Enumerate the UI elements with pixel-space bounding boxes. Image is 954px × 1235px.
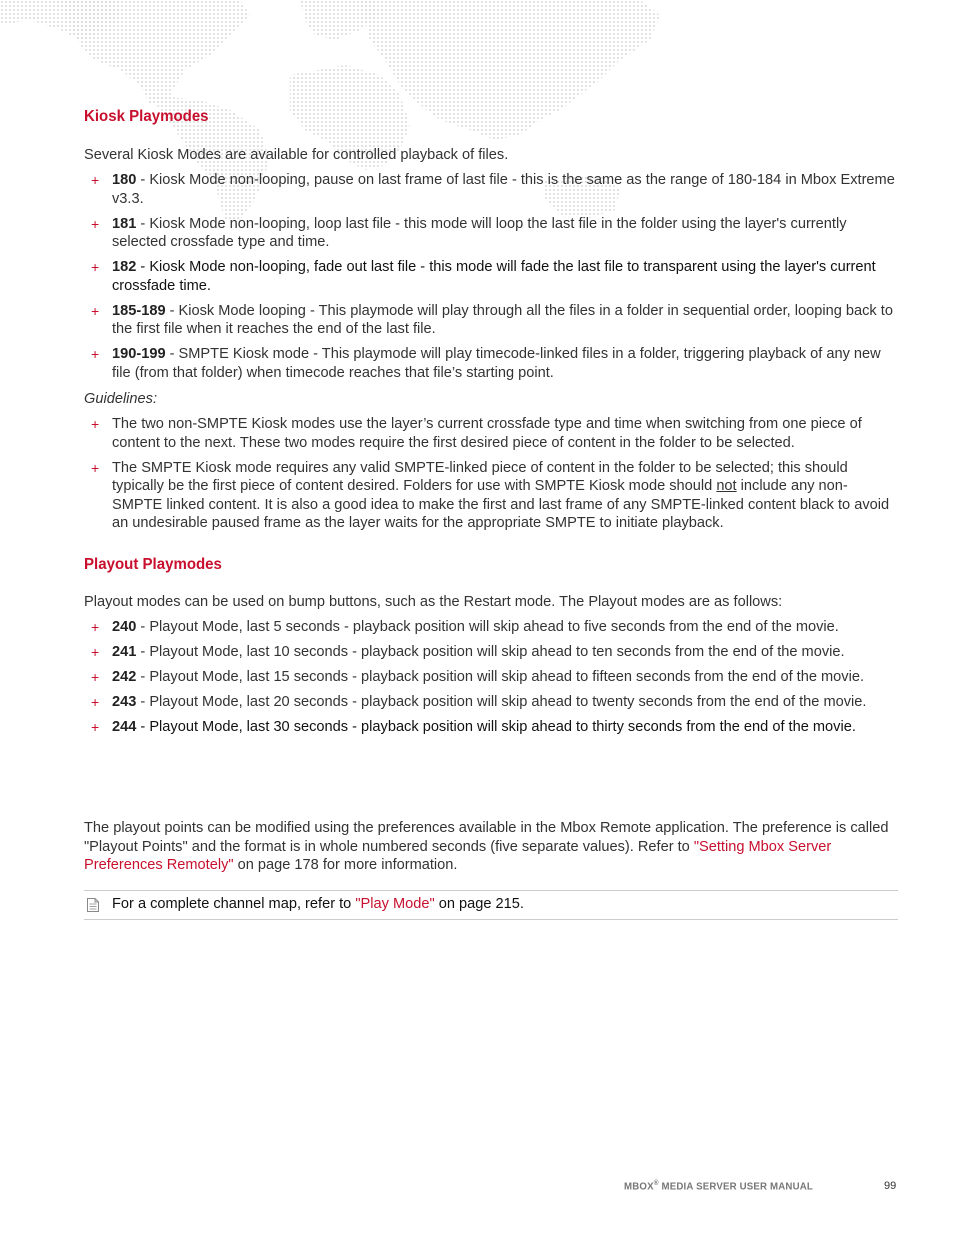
list-item [84, 618, 898, 637]
list-item [84, 643, 898, 662]
playout-closing [84, 819, 898, 875]
manual-title [624, 1180, 813, 1193]
play-mode-link[interactable]: "Play Mode" [355, 896, 435, 912]
list-item [84, 668, 898, 687]
mode-description: - Playout Mode, last 5 seconds - playback position will skip ahead to five seconds from the end of the movie. [136, 619, 839, 635]
mode-code: 241 [112, 644, 137, 660]
plus-bullet-icon: + [91, 346, 100, 362]
kiosk-intro: Several Kiosk Modes are available for controlled playback of files. [84, 147, 509, 163]
note-icon [86, 897, 100, 913]
mode-code: 244 [112, 719, 137, 735]
list-item [84, 215, 898, 252]
guidelines-label: Guidelines: [84, 391, 158, 407]
list-item [84, 258, 898, 295]
note-box [84, 890, 898, 920]
playout-mode-list [84, 618, 898, 743]
closing-text: The playout points can be modified using the preferences available in the Mbox Remote application. The preference is called "Playout Points" and the format is in whole numbered seconds (five separate values). Refer to [84, 820, 889, 855]
mode-description: - Kiosk Mode non-looping, fade out last file - this mode will fade the last file to transparent using the layer's current crossfade time. [112, 259, 876, 294]
note-text [112, 895, 524, 914]
plus-bullet-icon: + [91, 719, 100, 735]
guideline-text: The two non-SMPTE Kiosk modes use the layer’s current crossfade type and time when switching from one piece of content to the next. These two modes require the first desired piece of content in the folder to be selected. [112, 416, 862, 451]
page-number: 99 [884, 1180, 897, 1192]
mode-code: 181 [112, 215, 137, 232]
mode-description: - Kiosk Mode non-looping, pause on last frame of last file - this is the same as the range of 180-184 in Mbox Extreme v3.3. [112, 172, 895, 207]
page-footer [0, 1178, 954, 1198]
mode-code: 243 [112, 694, 137, 710]
mode-description: - Playout Mode, last 10 seconds - playback position will skip ahead to ten seconds from the end of the movie. [136, 644, 845, 660]
plus-bullet-icon: + [91, 215, 100, 232]
plus-bullet-icon: + [91, 259, 100, 275]
list-item [84, 345, 898, 382]
manual-title-rest: MEDIA SERVER USER MANUAL [658, 1180, 814, 1193]
playout-heading: Playout Playmodes [84, 556, 222, 573]
mode-code: 185-189 [112, 302, 166, 319]
mode-description: - Kiosk Mode looping - This playmode will play through all the files in a folder in sequential order, looping back to the first file when it reaches the end of the last file. [112, 302, 893, 337]
note-text-after: on page 215. [434, 896, 524, 912]
guideline-text: The SMPTE Kiosk mode requires any valid SMPTE-linked piece of content in the folder to be selected; this should typically be the first piece of content desired. Folders for use with SMPTE Kiosk mode should [112, 459, 848, 494]
mode-description: - SMPTE Kiosk mode - This playmode will play timecode-linked files in a folder, triggering playback of any new file (from that folder) when timecode reaches that file’s starting point. [112, 346, 881, 381]
closing-text-after: on page 178 for more information. [233, 857, 458, 873]
setting-preferences-link[interactable]: "Setting Mbox Server Preferences Remotely" [84, 838, 832, 873]
plus-bullet-icon: + [91, 694, 100, 710]
guidelines-list [84, 415, 898, 539]
list-item [84, 415, 898, 452]
guideline-text-continued: include any non-SMPTE linked content. It is also a good idea to make the first and last frame of any SMPTE-linked content black to avoid an undesirable paused frame as the layer waits for the appropriate SMPTE to initiate playback. [112, 478, 890, 531]
mode-description: - Playout Mode, last 20 seconds - playback position will skip ahead to twenty seconds from the end of the movie. [136, 694, 867, 710]
mode-code: 240 [112, 619, 137, 635]
registered-mark: ® [653, 1180, 659, 1187]
manual-brand: MBOX [624, 1180, 654, 1193]
kiosk-mode-list [84, 171, 898, 389]
mode-code: 182 [112, 259, 137, 275]
note-text-before: For a complete channel map, refer to [112, 896, 356, 912]
list-item [84, 718, 898, 737]
plus-bullet-icon: + [91, 172, 100, 188]
plus-bullet-icon: + [91, 416, 100, 432]
plus-bullet-icon: + [91, 644, 100, 660]
mode-description: - Playout Mode, last 15 seconds - playback position will skip ahead to fifteen seconds from the end of the movie. [136, 669, 865, 685]
mode-code: 180 [112, 172, 137, 188]
list-item [84, 459, 898, 533]
mode-code: 190-199 [112, 346, 166, 362]
plus-bullet-icon: + [91, 669, 100, 685]
list-item [84, 302, 898, 339]
list-item [84, 693, 898, 712]
mode-description: - Playout Mode, last 30 seconds - playback position will skip ahead to thirty seconds from the end of the movie. [136, 719, 856, 735]
plus-bullet-icon: + [91, 459, 100, 476]
plus-bullet-icon: + [91, 302, 100, 319]
underlined-word: not [716, 478, 737, 494]
kiosk-heading: Kiosk Playmodes [84, 108, 209, 125]
plus-bullet-icon: + [91, 619, 100, 635]
mode-code: 242 [112, 669, 137, 685]
list-item [84, 171, 898, 208]
mode-description: - Kiosk Mode non-looping, loop last file - this mode will loop the last file in the folder using the layer's currently selected crossfade type and time. [112, 215, 847, 250]
playout-intro: Playout modes can be used on bump buttons, such as the Restart mode. The Playout modes are as follows: [84, 594, 783, 610]
